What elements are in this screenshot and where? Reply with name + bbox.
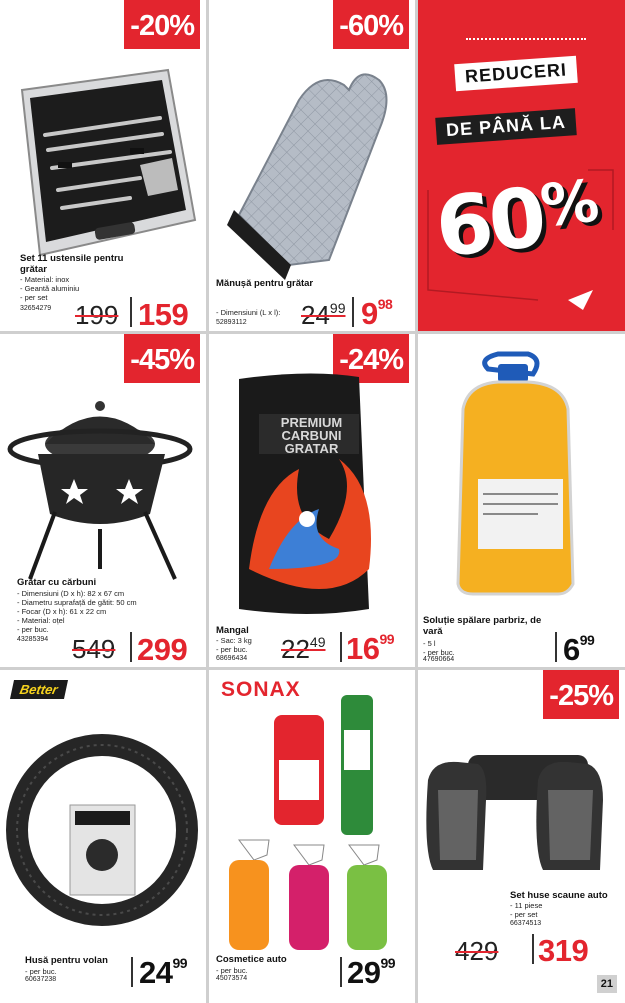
- product-card-car-cosmetics[interactable]: [209, 670, 415, 1003]
- product-code: 45073574: [216, 975, 248, 982]
- spec-line: - 11 piese: [510, 901, 543, 910]
- product-card-seat-covers[interactable]: [418, 670, 625, 1003]
- charcoal-bag-image: [209, 369, 415, 619]
- charcoal-bag-label: PREMIUM CARBUNI GRATAR: [280, 415, 343, 456]
- spec-line: - Diametru suprafață de gătit: 50 cm: [17, 598, 137, 607]
- new-price-cents: 99: [379, 631, 395, 647]
- spec-line: - per buc.: [216, 966, 248, 975]
- discount-badge: -60%: [333, 0, 409, 49]
- promo-tag-reduceri: REDUCERI: [454, 56, 578, 91]
- old-price: [301, 302, 346, 328]
- product-card-windshield-fluid[interactable]: [418, 334, 625, 667]
- promo-number: 60: [431, 170, 547, 277]
- product-code: 47690664: [423, 656, 455, 663]
- new-price-cents: 99: [172, 955, 188, 971]
- old-price-cents: 99: [329, 300, 346, 316]
- old-price: [72, 636, 115, 662]
- new-price-value: 24: [139, 955, 173, 990]
- frame-lines: [418, 0, 625, 331]
- old-price: [281, 636, 326, 662]
- old-price-value: 429: [455, 936, 499, 966]
- product-code: 52893112: [216, 319, 247, 326]
- seat-covers-image: [418, 740, 625, 900]
- new-price-cents: 99: [579, 632, 595, 648]
- promo-value: [431, 166, 600, 277]
- product-specs: [17, 589, 137, 634]
- new-price: [138, 299, 188, 330]
- new-price-value: 29: [347, 955, 381, 990]
- product-specs: [423, 639, 455, 657]
- spec-line: - per buc.: [17, 625, 49, 634]
- product-specs: [216, 636, 252, 654]
- price-divider: [131, 957, 133, 987]
- product-name: Soluție spălare parbriz, de vară: [423, 615, 542, 637]
- sonax-products-image: [209, 710, 415, 955]
- product-code: 68696434: [216, 655, 248, 662]
- product-code: 32654279: [20, 305, 52, 312]
- product-card-oven-mitt[interactable]: [209, 0, 415, 331]
- old-price-cents: 49: [309, 634, 326, 650]
- product-name: Cosmetice auto: [216, 954, 287, 965]
- product-code: 60637238: [25, 976, 57, 983]
- spec-line: - Dimensiuni (D x h): 82 x 67 cm: [17, 589, 125, 598]
- old-price-value: 22: [281, 634, 310, 664]
- new-price-value: 9: [361, 296, 378, 331]
- spec-line: - Geantă aluminiu: [20, 284, 80, 293]
- spec-line: - per buc.: [216, 645, 248, 654]
- price-divider: [352, 297, 354, 327]
- product-code: 43285394: [17, 636, 49, 643]
- spec-line: - 5 l: [423, 639, 436, 648]
- page-number: 21: [597, 975, 617, 993]
- old-price: [75, 302, 118, 328]
- steering-wheel-cover-image: [0, 715, 206, 935]
- product-card-steering-cover[interactable]: [0, 670, 206, 1003]
- promo-tag-de-pana-la: DE PÂNĂ LA: [435, 108, 577, 145]
- new-price-value: 319: [538, 933, 589, 968]
- discount-badge: -25%: [543, 670, 619, 719]
- new-price-cents: 99: [380, 955, 396, 971]
- spec-line: - Focar (D x h): 61 x 22 cm: [17, 607, 107, 616]
- product-card-bbq-set[interactable]: [0, 0, 206, 331]
- price-divider: [340, 632, 342, 662]
- spec-line: - Dimensiuni (L x l):: [216, 308, 281, 317]
- discount-badge: -45%: [124, 334, 200, 383]
- discount-badge: -20%: [124, 0, 200, 49]
- price-divider: [555, 632, 557, 662]
- better-brand-logo: Better: [10, 680, 68, 699]
- old-price-value: 199: [75, 300, 119, 330]
- old-price: [455, 938, 498, 964]
- new-price: [139, 957, 187, 988]
- oven-mitt-image: [209, 60, 415, 290]
- new-price: [137, 634, 187, 665]
- price-divider: [340, 957, 342, 987]
- discount-badge: -24%: [333, 334, 409, 383]
- product-specs: [20, 275, 79, 302]
- product-specs: [510, 901, 542, 919]
- old-price-value: 549: [72, 634, 116, 664]
- new-price: [563, 634, 594, 665]
- spec-line: - Material: oțel: [17, 616, 65, 625]
- product-name: Set 11 ustensile pentru grătar: [20, 253, 124, 275]
- spec-line: - per set: [20, 293, 48, 302]
- windshield-fluid-canister-image: [418, 349, 625, 619]
- product-card-charcoal-grill[interactable]: [0, 334, 206, 667]
- new-price-value: 16: [346, 631, 380, 666]
- new-price: [538, 935, 588, 966]
- sonax-logo: SONAX: [221, 678, 301, 701]
- price-divider: [532, 934, 534, 964]
- price-divider: [130, 632, 132, 662]
- fire-pit-grill-image: [0, 394, 206, 594]
- spec-line: - Material: inox: [20, 275, 70, 284]
- product-name: Mangal: [216, 625, 249, 636]
- promo-percent: %: [537, 166, 599, 241]
- spec-line: - Sac: 3 kg: [216, 636, 252, 645]
- product-name: Grătar cu cărbuni: [17, 577, 97, 588]
- product-specs: [216, 966, 248, 975]
- product-name: Mănușă pentru grătar: [216, 278, 314, 289]
- product-name: Husă pentru volan: [25, 955, 108, 966]
- new-price-value: 299: [137, 632, 188, 667]
- new-price-value: 159: [138, 297, 189, 332]
- new-price-value: 6: [563, 632, 580, 667]
- spec-line: - per buc.: [423, 648, 455, 657]
- product-code: 66374513: [510, 920, 542, 927]
- new-price: [361, 298, 392, 329]
- promo-panel: [418, 0, 625, 331]
- price-divider: [130, 297, 132, 327]
- new-price-cents: 98: [377, 296, 393, 312]
- old-price-value: 24: [301, 300, 330, 330]
- spec-line: - per buc.: [25, 967, 57, 976]
- new-price: [346, 633, 394, 664]
- product-specs: [25, 967, 57, 976]
- product-name: Set huse scaune auto: [510, 890, 608, 901]
- spec-line: - per set: [510, 910, 538, 919]
- product-card-charcoal[interactable]: [209, 334, 415, 667]
- new-price: [347, 957, 395, 988]
